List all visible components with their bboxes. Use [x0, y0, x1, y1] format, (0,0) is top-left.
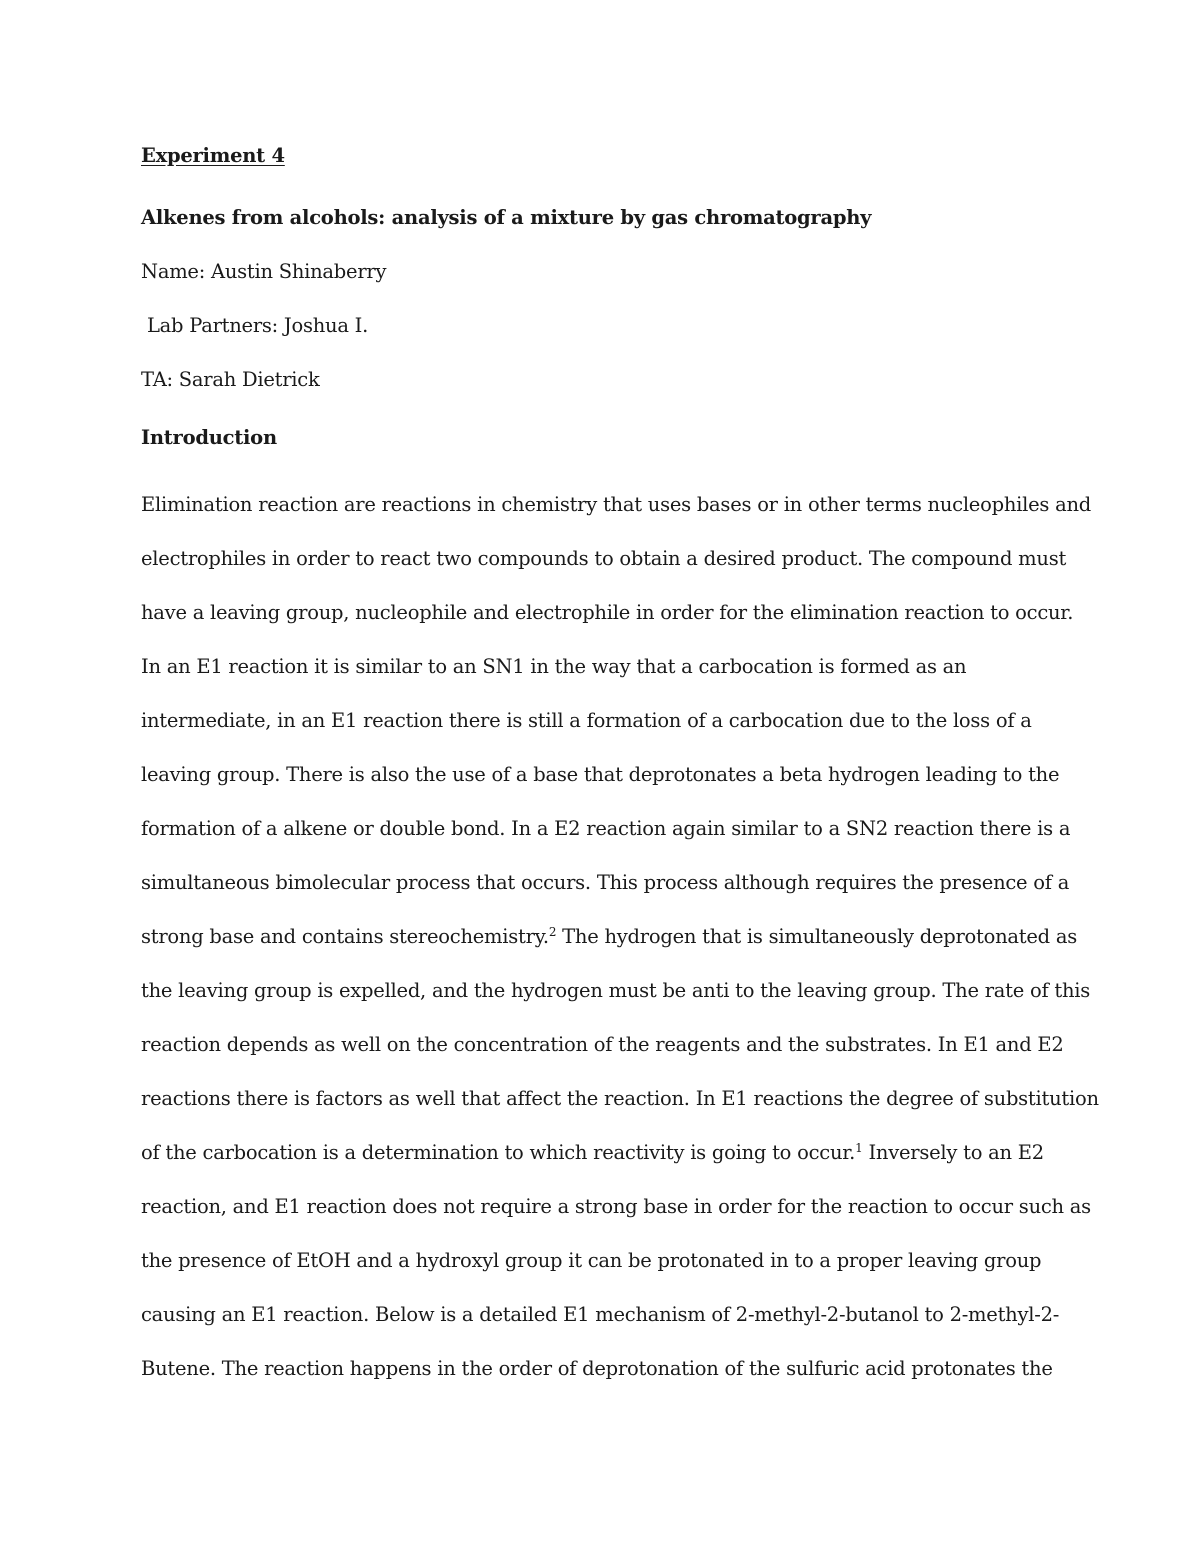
paragraph-line: intermediate, in an E1 reaction there is still a formation of a carbocation due to the loss of a [141, 709, 1032, 732]
line-text: strong base and contains stereochemistry. [141, 925, 549, 948]
paragraph-line: causing an E1 reaction. Below is a detailed E1 mechanism of 2-methyl-2-butanol to 2-methyl-2- [141, 1303, 1060, 1326]
paragraph-line: leaving group. There is also the use of a base that deprotonates a beta hydrogen leading to the [141, 763, 1060, 786]
paragraph-line: reaction depends as well on the concentration of the reagents and the substrates. In E1 and E2 [141, 1033, 1064, 1056]
line-text: Inversely to an E2 [862, 1141, 1044, 1164]
paragraph-line: simultaneous bimolecular process that occurs. This process although requires the presence of a [141, 871, 1070, 894]
paragraph-line-with-citation [141, 910, 1077, 964]
paragraph-line: reactions there is factors as well that affect the reaction. In E1 reactions the degree of substitution [141, 1087, 1099, 1110]
author-name: Name: Austin Shinaberry [141, 260, 387, 283]
line-text: The hydrogen that is simultaneously deprotonated as [556, 925, 1077, 948]
document-title: Alkenes from alcohols: analysis of a mixture by gas chromatography [141, 206, 872, 229]
introduction-paragraph [141, 478, 1099, 1396]
paragraph-line: Butene. The reaction happens in the order of deprotonation of the sulfuric acid protonates the [141, 1357, 1053, 1380]
teaching-assistant: TA: Sarah Dietrick [141, 368, 320, 391]
introduction-heading: Introduction [141, 426, 277, 449]
paragraph-line: formation of a alkene or double bond. In a E2 reaction again similar to a SN2 reaction there is a [141, 817, 1071, 840]
paragraph-line: reaction, and E1 reaction does not require a strong base in order for the reaction to occur such as [141, 1195, 1091, 1218]
paragraph-line: electrophiles in order to react two compounds to obtain a desired product. The compound must [141, 547, 1067, 570]
paragraph-line: Elimination reaction are reactions in chemistry that uses bases or in other terms nucleophiles and [141, 493, 1092, 516]
lab-partners: Lab Partners: Joshua I. [141, 314, 369, 337]
paragraph-line-with-citation [141, 1126, 1071, 1180]
paragraph-line: the presence of EtOH and a hydroxyl group it can be protonated in to a proper leaving group [141, 1249, 1042, 1272]
citation-superscript: 1 [855, 1141, 863, 1155]
paragraph-line: the leaving group is expelled, and the hydrogen must be anti to the leaving group. The rate of this [141, 979, 1091, 1002]
paragraph-line: have a leaving group, nucleophile and electrophile in order for the elimination reaction to occur. [141, 601, 1074, 624]
citation-superscript: 2 [548, 925, 557, 939]
document-content [141, 142, 1099, 1396]
experiment-title: Experiment 4 [141, 144, 285, 167]
paragraph-line: In an E1 reaction it is similar to an SN1 in the way that a carbocation is formed as an [141, 655, 967, 678]
line-text: of the carbocation is a determination to which reactivity is going to occur. [141, 1141, 856, 1164]
